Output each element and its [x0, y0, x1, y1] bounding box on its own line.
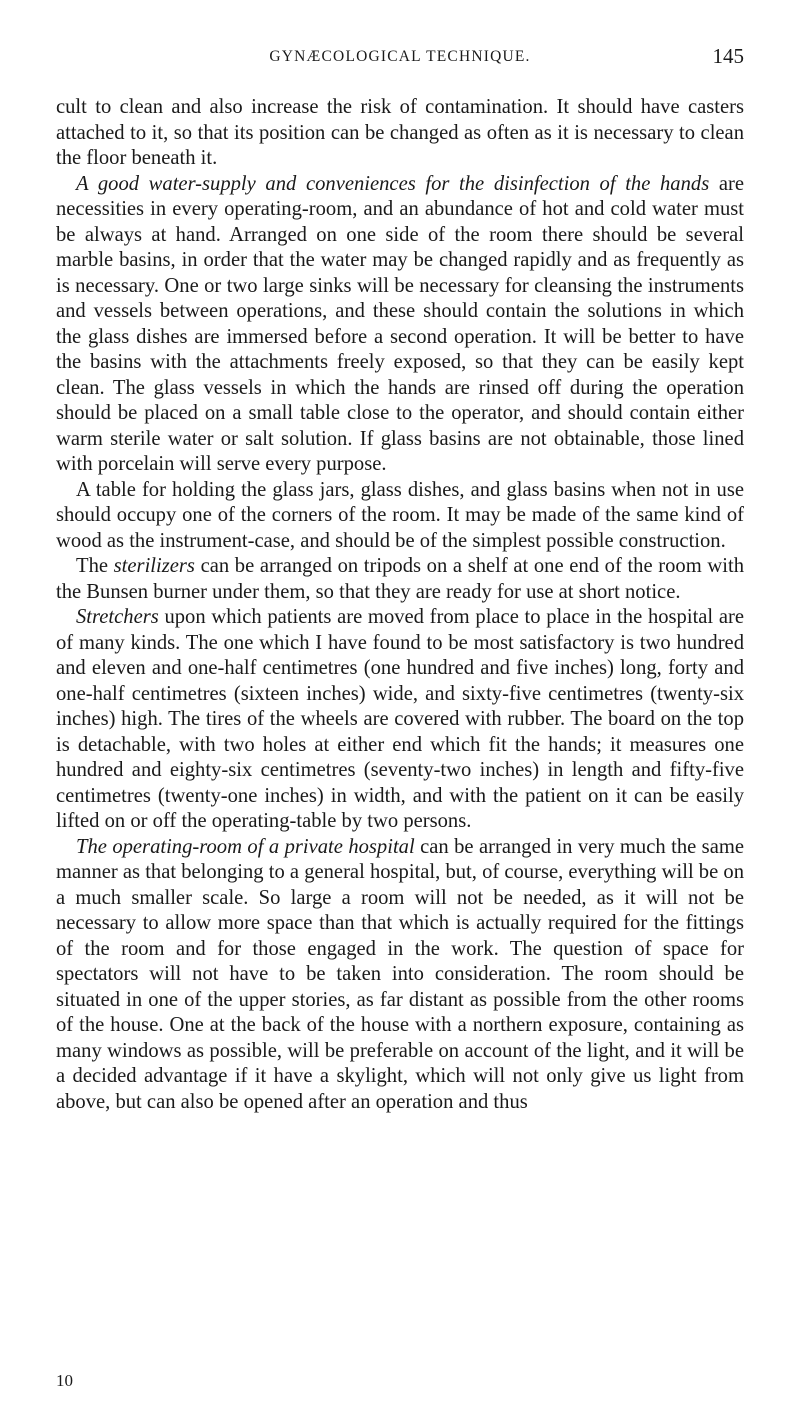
- italic-text: sterilizers: [113, 555, 195, 577]
- signature-mark: 10: [56, 1371, 73, 1390]
- paragraph-text: upon which patients are moved from place to place in the hospital are of many kinds. The one which I have found to be most satisfactory is two hundred and eleven and one-half centimetres (one hundred and five inches) long, forty and one-half centimetres (sixteen inches) wide, and sixty-five centimetres (twenty-six inches) high. The tires of the wheels are covered with rubber. The board on the top is detachable, with two holes at either end which fit the hands; it measures one hundred and eighty-six centimetres (seventy-two inches) in length and fifty-five centimetres (twenty-one inches) in width, and with the patient on it can be easily lifted on or off the operating-table by two persons.: [56, 606, 744, 832]
- running-head: [56, 44, 744, 74]
- running-title: GYNÆCOLOGICAL TECHNIQUE.: [269, 48, 531, 65]
- paragraph: [56, 478, 744, 555]
- paragraph-text: A table for holding the glass jars, glass dishes, and glass basins when not in use should occupy one of the corners of the room. It may be made of the same kind of wood as the instrument-case, and should be of the simplest possible construction.: [56, 478, 744, 552]
- paragraph-text: cult to clean and also increase the risk of contamination. It should have casters attached to it, so that its position can be changed as often as it is necessary to clean the floor beneath it.: [56, 96, 744, 169]
- paragraph: [56, 95, 744, 172]
- paragraph: [56, 605, 744, 835]
- paragraph-text: are necessities in every operating-room, and an abundance of hot and cold water must be always at hand. Arranged on one side of the room there should be several marble basins, in order that the water may be changed rapidly and as frequently as is necessary. One or two large sinks will be necessary for cleansing the instruments and vessels between operations, and these should contain the solutions in which the glass dishes are immersed before a second operation. It will be better to have the basins with the attachments freely exposed, so that they can be easily kept clean. The glass vessels in which the hands are rinsed off during the operation should be placed on a small table close to the operator, and should contain either warm sterile water or salt solution. If glass basins are not obtainable, those lined with porcelain will serve every purpose.: [56, 172, 744, 475]
- italic-text: Stretchers: [76, 606, 159, 628]
- paragraph: [56, 172, 744, 478]
- paragraph-text: The: [76, 555, 114, 577]
- italic-text: The operating-room of a private hospital: [76, 835, 415, 858]
- paragraph: [56, 554, 744, 605]
- italic-text: A good water-supply and conveniences for the disinfection of the hands: [76, 172, 710, 195]
- paragraph-text: can be arranged in very much the same manner as that belonging to a general hospital, but, of course, everything will be on a much smaller scale. So large a room will not be needed, as it will not be necessary to allow more space than that which is actually required for the fittings of the room and for those engaged in the work. The question of space for spectators will not have to be taken into consideration. The room should be situated in one of the upper stories, as far distant as possible from the other rooms of the house. One at the back of the house with a northern exposure, containing as many windows as possible, will be preferable on account of the light, and it will be a decided advantage if it have a skylight, which will not only give us light from above, but can also be opened after an operation and thus: [56, 835, 744, 1113]
- paragraph: [56, 835, 744, 1116]
- page-number: 145: [712, 44, 744, 68]
- paragraph-text: can be arranged on tripods on a shelf at one end of the room with the Bunsen burner under them, so that they are ready for use at short notice.: [56, 555, 744, 603]
- body-text: [56, 95, 744, 1115]
